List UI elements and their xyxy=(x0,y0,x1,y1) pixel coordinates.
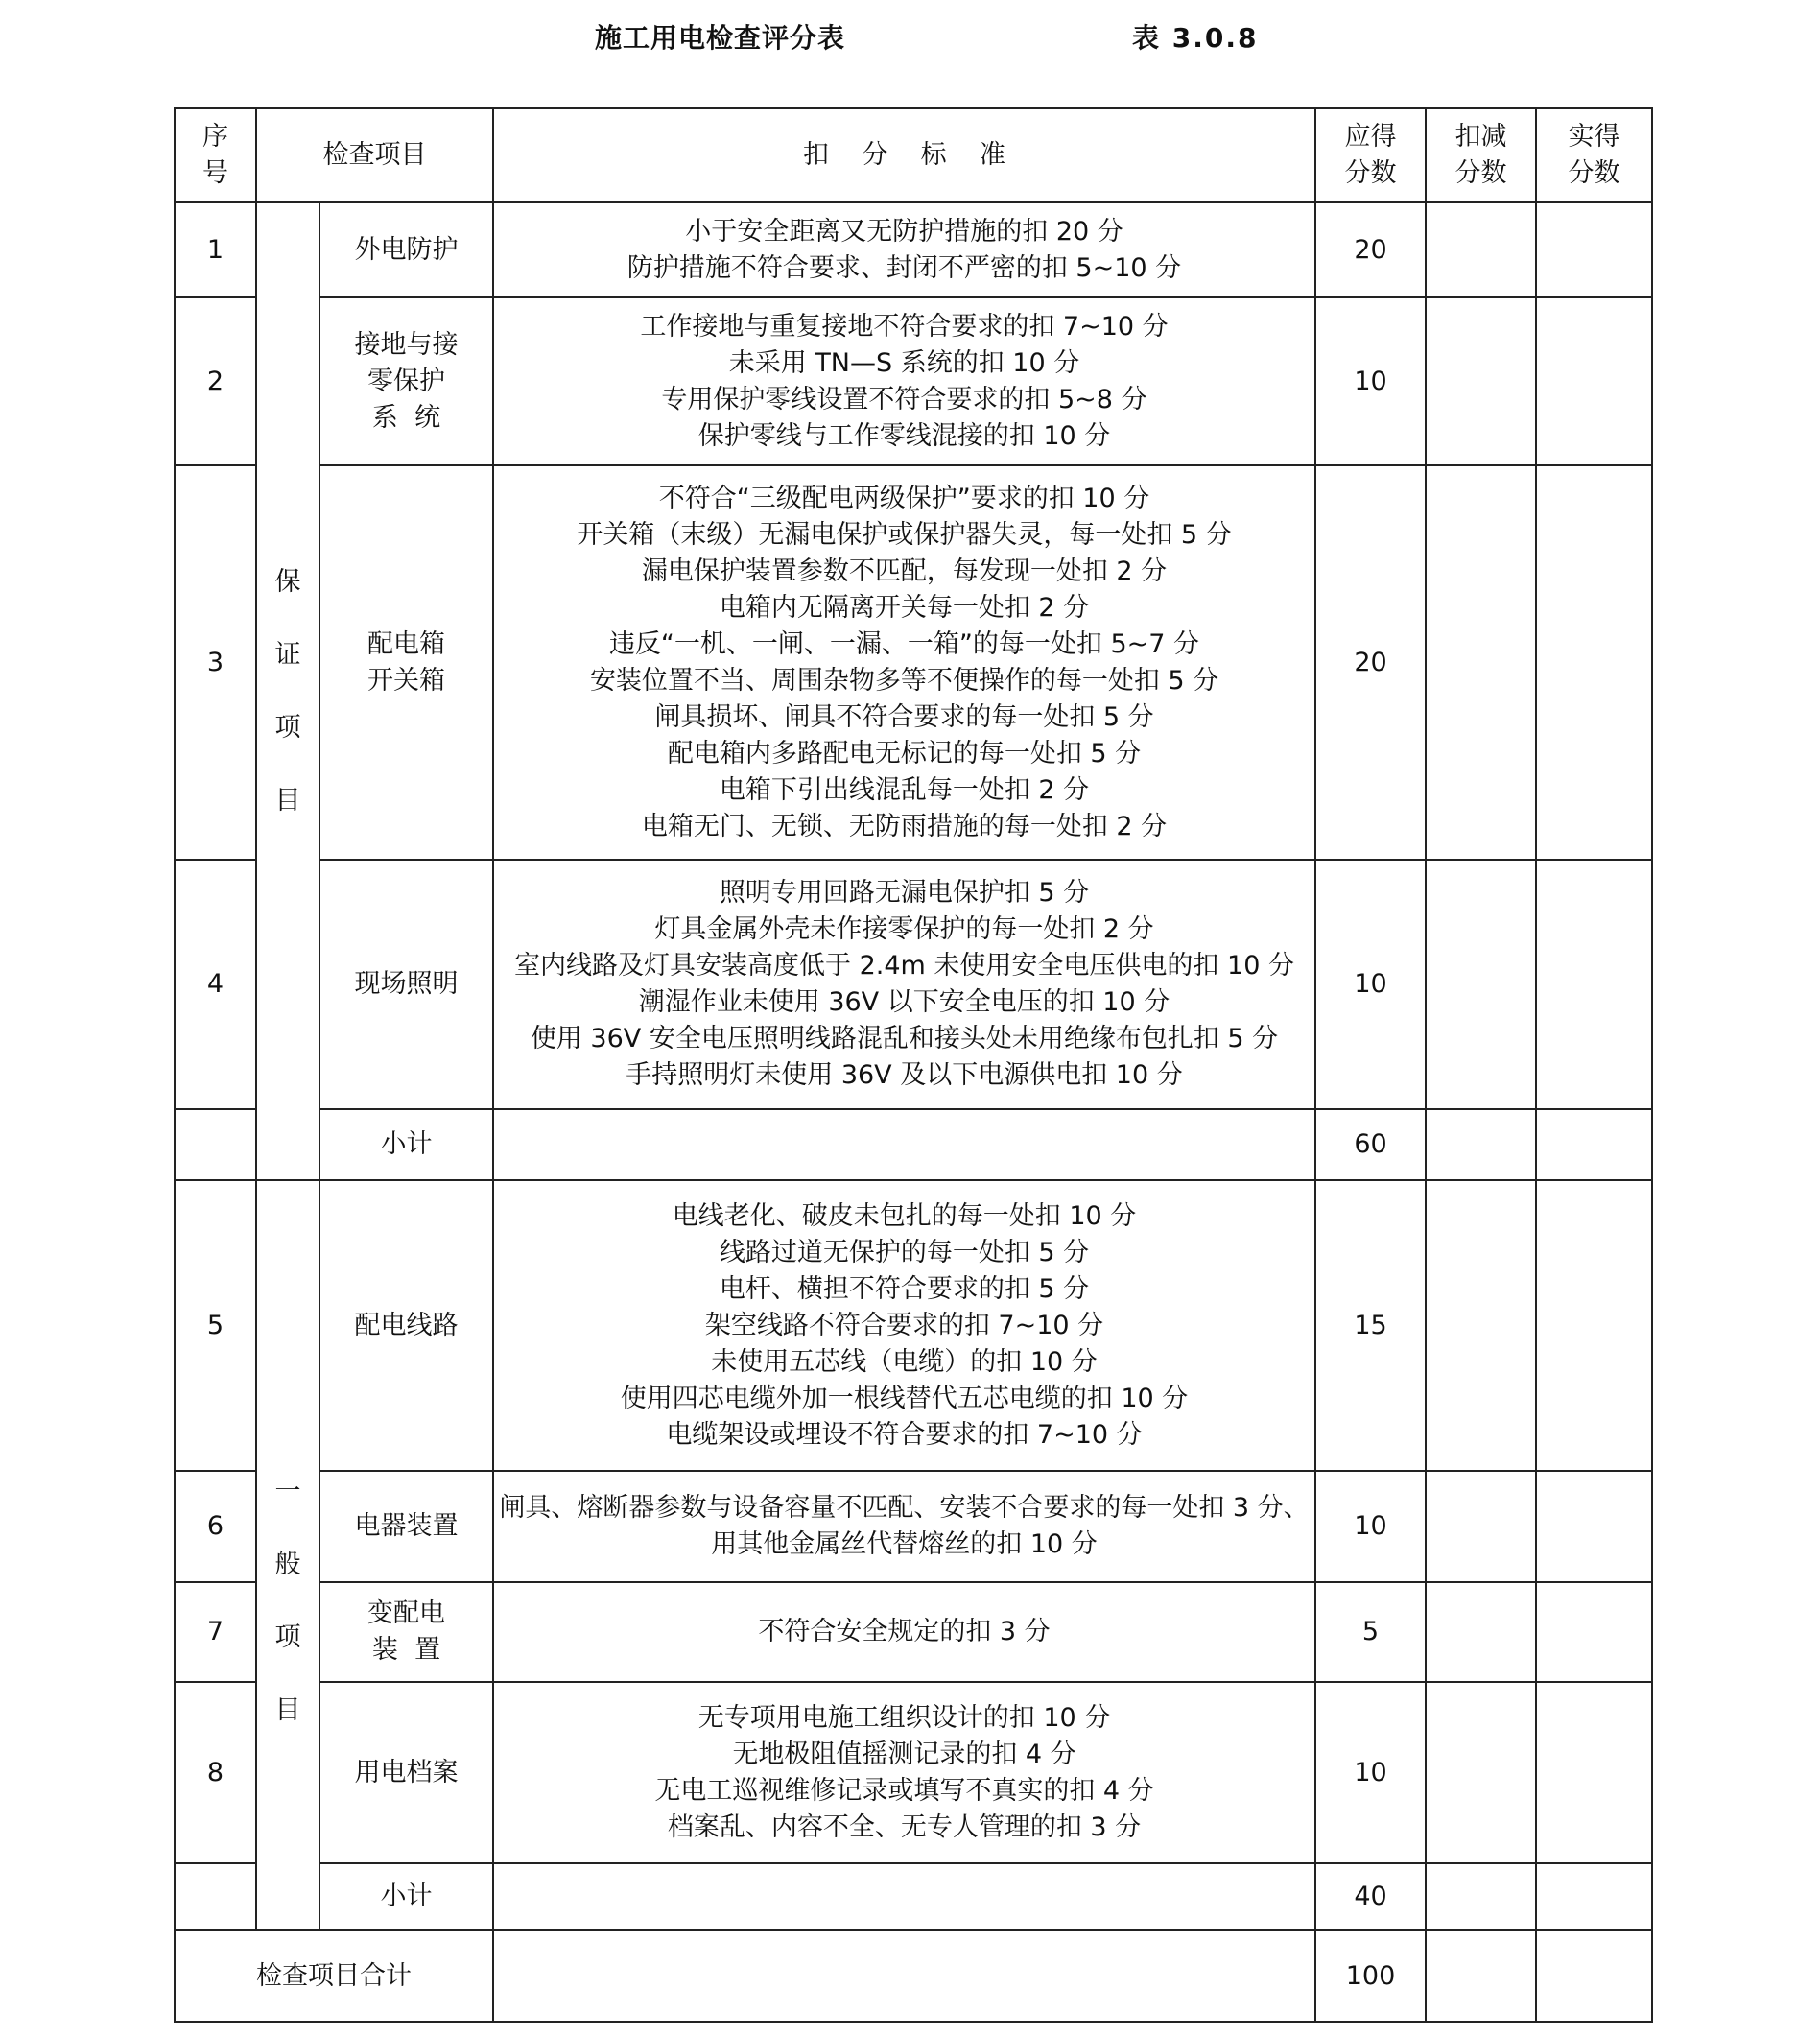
standard-cell: 不符合“三级配电两级保护”要求的扣 10 分 开关箱（末级）无漏电保护或保护器失灵，每一处扣 5 分 漏电保护装置参数不匹配，每发现一处扣 2 分 电箱内无隔离开关每一处扣 2 分 违反“一机、一闸、一漏、一箱”的每一处扣 5~7 分 安装位置不当、周围杂物多等不便操作的每一处扣 5 分 闸具损坏、闸具不符合要求的每一处扣 5 分 配电箱内多路配电无标记的每一处扣 5 分 电箱下引出线混乱每一处扣 2 分 电箱无门、无锁、无防雨措施的每一处扣 2 分 xyxy=(493,465,1315,860)
actual-score-cell xyxy=(1536,1582,1652,1682)
seq-cell: 5 xyxy=(175,1180,256,1471)
due-score-cell: 10 xyxy=(1315,860,1426,1109)
seq-cell: 4 xyxy=(175,860,256,1109)
actual-score-cell xyxy=(1536,297,1652,465)
deduct-score-cell xyxy=(1426,297,1536,465)
deduct-score-cell xyxy=(1426,1109,1536,1180)
actual-score-cell xyxy=(1536,465,1652,860)
table-row xyxy=(175,1582,1652,1682)
actual-score-cell xyxy=(1536,1930,1652,2022)
due-score-cell: 10 xyxy=(1315,1471,1426,1582)
subtotal-label: 小计 xyxy=(319,1863,493,1930)
table-row xyxy=(175,202,1652,297)
seq-cell: 7 xyxy=(175,1582,256,1682)
deduct-score-cell xyxy=(1426,1471,1536,1582)
actual-score-cell xyxy=(1536,1471,1652,1582)
due-score-cell: 15 xyxy=(1315,1180,1426,1471)
seq-cell xyxy=(175,1863,256,1930)
seq-cell: 3 xyxy=(175,465,256,860)
header-due-score: 应得 分数 xyxy=(1315,108,1426,202)
group-guarantee: 保 证 项 目 xyxy=(256,202,319,1180)
deduct-score-cell xyxy=(1426,1582,1536,1682)
actual-score-cell xyxy=(1536,860,1652,1109)
standard-cell: 电线老化、破皮未包扎的每一处扣 10 分 线路过道无保护的每一处扣 5 分 电杆、横担不符合要求的扣 5 分 架空线路不符合要求的扣 7~10 分 未使用五芯线（电缆）的扣 10 分 使用四芯电缆外加一根线替代五芯电缆的扣 10 分 电缆架设或埋设不符合要求的扣 7~10 分 xyxy=(493,1180,1315,1471)
total-label: 检查项目合计 xyxy=(175,1930,493,2022)
standard-cell xyxy=(493,1109,1315,1180)
item-cell: 配电箱 开关箱 xyxy=(319,465,493,860)
item-cell: 外电防护 xyxy=(319,202,493,297)
header-deduct-score: 扣减 分数 xyxy=(1426,108,1536,202)
header-actual-score: 实得 分数 xyxy=(1536,108,1652,202)
deduct-score-cell xyxy=(1426,202,1536,297)
standard-cell: 闸具、熔断器参数与设备容量不匹配、安装不合要求的每一处扣 3 分、 用其他金属丝代替熔丝的扣 10 分 xyxy=(493,1471,1315,1582)
actual-score-cell xyxy=(1536,202,1652,297)
actual-score-cell xyxy=(1536,1180,1652,1471)
table-row xyxy=(175,860,1652,1109)
group-general: 一 般 项 目 xyxy=(256,1180,319,1930)
standard-cell: 照明专用回路无漏电保护扣 5 分 灯具金属外壳未作接零保护的每一处扣 2 分 室内线路及灯具安装高度低于 2.4m 未使用安全电压供电的扣 10 分 潮湿作业未使用 36V 以下安全电压的扣 10 分 使用 36V 安全电压照明线路混乱和接头处未用绝缘布包扎扣 5 分 手持照明灯未使用 36V 及以下电源供电扣 10 分 xyxy=(493,860,1315,1109)
deduct-score-cell xyxy=(1426,465,1536,860)
table-row xyxy=(175,465,1652,860)
item-cell: 用电档案 xyxy=(319,1682,493,1863)
header-seq: 序 号 xyxy=(175,108,256,202)
due-score-cell: 5 xyxy=(1315,1582,1426,1682)
table-number: 表 3.0.8 xyxy=(1132,22,1259,54)
due-score-cell: 10 xyxy=(1315,1682,1426,1863)
table-row xyxy=(175,1682,1652,1863)
seq-cell: 1 xyxy=(175,202,256,297)
total-row xyxy=(175,1930,1652,2022)
due-score-cell: 10 xyxy=(1315,297,1426,465)
due-score-cell: 20 xyxy=(1315,465,1426,860)
item-cell: 电器装置 xyxy=(319,1471,493,1582)
seq-cell: 2 xyxy=(175,297,256,465)
header-row xyxy=(175,108,1652,202)
inspection-score-table xyxy=(174,107,1653,2023)
subtotal-row xyxy=(175,1109,1652,1180)
seq-cell xyxy=(175,1109,256,1180)
subtotal-row xyxy=(175,1863,1652,1930)
due-score-cell: 20 xyxy=(1315,202,1426,297)
deduct-score-cell xyxy=(1426,1682,1536,1863)
seq-cell: 8 xyxy=(175,1682,256,1863)
deduct-score-cell xyxy=(1426,1180,1536,1471)
due-score-cell: 60 xyxy=(1315,1109,1426,1180)
table-row xyxy=(175,1471,1652,1582)
subtotal-label: 小计 xyxy=(319,1109,493,1180)
standard-cell xyxy=(493,1863,1315,1930)
due-score-cell: 40 xyxy=(1315,1863,1426,1930)
item-cell: 配电线路 xyxy=(319,1180,493,1471)
table-row xyxy=(175,297,1652,465)
page-title: 施工用电检查评分表 xyxy=(595,22,846,54)
standard-cell: 小于安全距离又无防护措施的扣 20 分 防护措施不符合要求、封闭不严密的扣 5~10 分 xyxy=(493,202,1315,297)
total-score: 100 xyxy=(1315,1930,1426,2022)
deduct-score-cell xyxy=(1426,1930,1536,2022)
actual-score-cell xyxy=(1536,1109,1652,1180)
table-row xyxy=(175,1180,1652,1471)
item-cell: 变配电 装 置 xyxy=(319,1582,493,1682)
actual-score-cell xyxy=(1536,1682,1652,1863)
seq-cell: 6 xyxy=(175,1471,256,1582)
header-item: 检查项目 xyxy=(256,108,493,202)
standard-cell xyxy=(493,1930,1315,2022)
deduct-score-cell xyxy=(1426,1863,1536,1930)
standard-cell: 无专项用电施工组织设计的扣 10 分 无地极阻值摇测记录的扣 4 分 无电工巡视维修记录或填写不真实的扣 4 分 档案乱、内容不全、无专人管理的扣 3 分 xyxy=(493,1682,1315,1863)
item-cell: 现场照明 xyxy=(319,860,493,1109)
standard-cell: 工作接地与重复接地不符合要求的扣 7~10 分 未采用 TN—S 系统的扣 10 分 专用保护零线设置不符合要求的扣 5~8 分 保护零线与工作零线混接的扣 10 分 xyxy=(493,297,1315,465)
actual-score-cell xyxy=(1536,1863,1652,1930)
standard-cell: 不符合安全规定的扣 3 分 xyxy=(493,1582,1315,1682)
deduct-score-cell xyxy=(1426,860,1536,1109)
item-cell: 接地与接 零保护 系 统 xyxy=(319,297,493,465)
header-standard: 扣 分 标 准 xyxy=(493,108,1315,202)
